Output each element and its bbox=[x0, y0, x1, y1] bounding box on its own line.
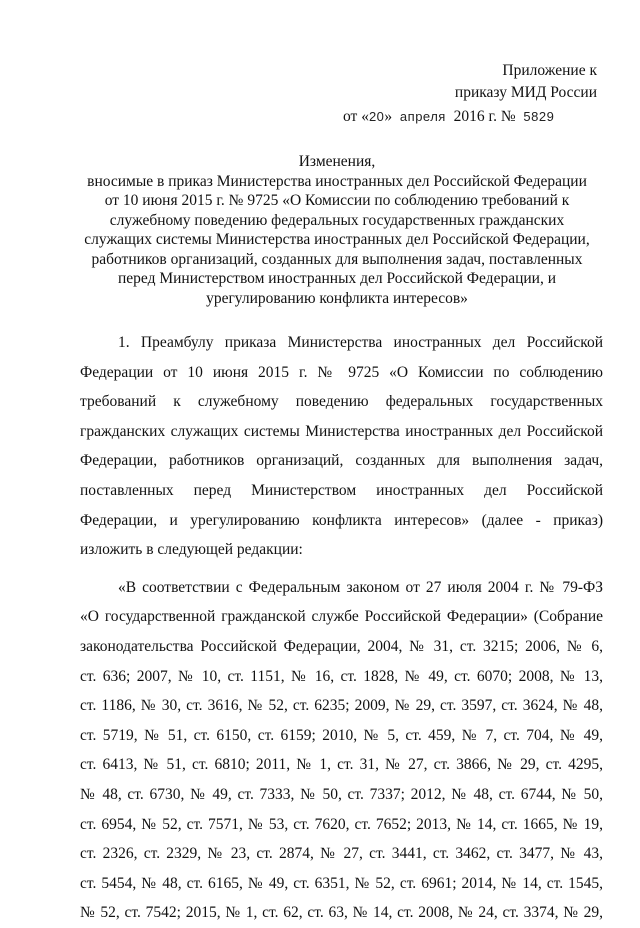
approval-block bbox=[330, 60, 600, 128]
document-heading bbox=[72, 152, 602, 308]
paragraph-line: 1. Преамбулу приказа Министерства иностранных дел Российской bbox=[118, 334, 603, 351]
heading-line: перед Министерством иностранных дел Российской Федерации, и bbox=[117, 270, 557, 287]
order-number: 5829 bbox=[523, 109, 555, 124]
paragraph-line: требований к служебному поведению федеральных государственных bbox=[80, 393, 603, 411]
heading-line: урегулированию конфликта интересов» bbox=[206, 289, 468, 307]
heading-title: Изменения, bbox=[298, 153, 376, 170]
paragraph-line: Федерации от 10 июня 2015 г. № 9725 «О Комиссии по соблюдению bbox=[80, 363, 603, 381]
paragraph-line: «О государственной гражданской службе Российской Федерации» (Собрание bbox=[80, 608, 603, 626]
date-close-quote: » bbox=[384, 108, 393, 125]
order-year: 2016 г. № bbox=[453, 108, 516, 125]
paragraph-line: ст. 6954, № 52, ст. 7571, № 53, ст. 7620, ст. 7652; 2013, № 14, ст. 1665, № 19, bbox=[80, 815, 603, 833]
order-date-line bbox=[330, 106, 600, 128]
paragraph-line: ст. 5454, № 48, ст. 6165, № 49, ст. 6351, № 52, ст. 6961; 2014, № 14, ст. 1545, bbox=[80, 874, 603, 892]
paragraph-line: Федерации, работников организаций, созданных для выполнения задач, bbox=[80, 452, 603, 470]
heading-line: от 10 июня 2015 г. № 9725 «О Комиссии по соблюдению требований к bbox=[104, 192, 570, 209]
paragraph-line: № 52, ст. 7542; 2015, № 1, ст. 62, ст. 63, № 14, ст. 2008, № 24, ст. 3374, № 29, bbox=[80, 904, 603, 922]
order-reference: приказу МИД России bbox=[454, 84, 597, 101]
heading-line: служащих системы Министерства иностранных дел Российской Федерации, bbox=[84, 231, 590, 248]
date-prefix: от « bbox=[343, 108, 369, 125]
paragraph-line: изложить в следующей редакции: bbox=[80, 541, 303, 559]
paragraph-line: «В соответствии с Федеральным законом от 27 июля 2004 г. № 79-ФЗ bbox=[118, 578, 603, 596]
order-day: 20 bbox=[368, 109, 385, 124]
paragraph-line: ст. 1186, № 30, ст. 3616, № 52, ст. 6235; 2009, № 29, ст. 3597, ст. 3624, № 48, bbox=[80, 697, 603, 715]
document-body bbox=[80, 328, 603, 928]
heading-line: служебному поведению федеральных государственных гражданских bbox=[109, 211, 565, 229]
heading-line: вносимые в приказ Министерства иностранных дел Российской Федерации bbox=[87, 172, 587, 190]
paragraph-line: ст. 6413, № 51, ст. 6810; 2011, № 1, ст. 31, № 27, ст. 3866, № 29, ст. 4295, bbox=[80, 756, 603, 774]
paragraph-line: Федерации, и урегулированию конфликта интересов» (далее - приказ) bbox=[80, 511, 603, 529]
paragraph-line: поставленных перед Министерством иностранных дел Российской bbox=[80, 481, 603, 499]
paragraph-line: законодательства Российской Федерации, 2004, № 31, ст. 3215; 2006, № 6, bbox=[80, 637, 603, 655]
paragraph-2 bbox=[80, 573, 603, 928]
paragraph-1 bbox=[80, 328, 603, 565]
paragraph-line: ст. 2326, ст. 2329, № 23, ст. 2874, № 27, ст. 3441, ст. 3462, ст. 3477, № 43, bbox=[80, 845, 603, 863]
appendix-label: Приложение к bbox=[502, 62, 597, 79]
paragraph-line: ст. 636; 2007, № 10, ст. 1151, № 16, ст. 1828, № 49, ст. 6070; 2008, № 13, bbox=[80, 667, 603, 685]
paragraph-line: гражданских служащих системы Министерства иностранных дел Российской bbox=[80, 422, 603, 440]
heading-line: работников организаций, созданных для выполнения задач, поставленных bbox=[91, 250, 583, 268]
paragraph-line: ст. 5719, № 51, ст. 6150, ст. 6159; 2010, № 5, ст. 459, № 7, ст. 704, № 49, bbox=[80, 726, 603, 744]
paragraph-line: № 48, ст. 6730, № 49, ст. 7333, № 50, ст. 7337; 2012, № 48, ст. 6744, № 50, bbox=[80, 785, 603, 803]
order-month: апреля bbox=[399, 109, 446, 124]
